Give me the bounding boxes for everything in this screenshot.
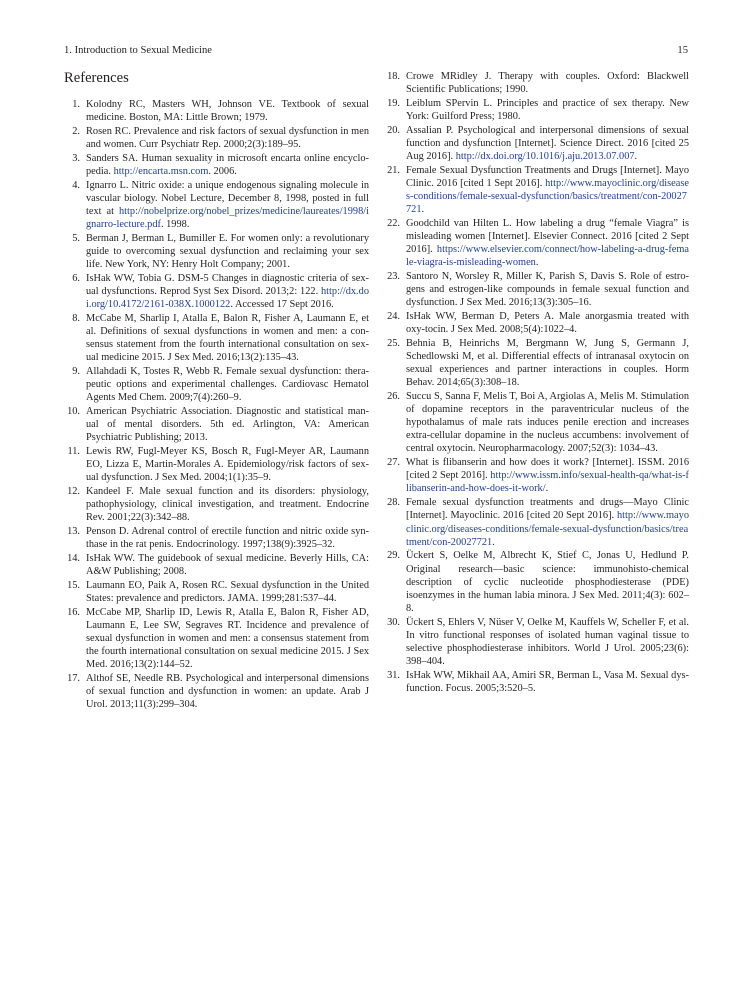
reference-number: 15.: [67, 580, 80, 592]
reference-item: [66, 152, 369, 178]
reference-number: 31.: [387, 669, 400, 681]
reference-list-left: [66, 98, 369, 712]
reference-text: [84, 312, 369, 364]
reference-text: [404, 270, 689, 309]
reference-text: [404, 549, 689, 614]
reference-text: [84, 232, 369, 271]
reference-text: [404, 669, 689, 695]
reference-item: [66, 98, 369, 124]
reference-item: [66, 672, 369, 711]
reference-text: [84, 525, 369, 551]
reference-item: [386, 337, 689, 389]
reference-number: 10.: [67, 406, 80, 418]
reference-citation: Assalian P. Psychological and interpersonal dimensions of sexual function and dysfunction [Internet]. Science Direct. 2016 [cited 25 Aug 2016].: [406, 124, 689, 163]
reference-number: 13.: [67, 526, 80, 538]
reference-item: [66, 365, 369, 404]
reference-link[interactable]: http://www.mayoclinic.org/diseases-conditions/female-sexual-dysfunction/basics/treatment/con-20027721: [406, 510, 689, 548]
reference-citation: Female Sexual Dysfunction Treatments and Drugs [Internet]. Mayo Clinic. 2016 [cited 1 Sept 2016].: [406, 165, 689, 190]
reference-text: [84, 365, 369, 404]
reference-link[interactable]: http://dx.doi.org/10.4172/2161-038X.1000122: [86, 286, 369, 311]
reference-number: 21.: [387, 165, 400, 176]
reference-citation: Behnia B, Heinrichs M, Bergmann W, Jung S, Germann J, Schedlowski M, et al. Differential effects of intranasal oxytocin on sexual experiences and partner interactions in couples. Horm Behav. 2014;65(3):308–18.: [406, 338, 689, 389]
reference-text: [84, 179, 369, 231]
reference-number: 18.: [387, 71, 400, 82]
reference-item: [66, 179, 369, 231]
reference-text: [84, 152, 369, 178]
reference-citation: Succu S, Sanna F, Melis T, Boi A, Argiolas A, Melis M. Stimulation of dopamine receptors in the paraventricular nucleus of the hypothalamus of male rats induces penile erection and increases extra-cellular dopamine in the nucleus accumbens: involvement of central oxytocin. Neuropharmacology. 2007;52(3): 1034–43.: [406, 391, 689, 455]
reference-item: [66, 606, 369, 671]
reference-item: [386, 97, 689, 123]
reference-item: [66, 445, 369, 484]
reference-text: [404, 496, 689, 548]
reference-item: [386, 217, 689, 269]
reference-number: 27.: [387, 457, 400, 469]
reference-citation: Berman J, Berman L, Bumiller E. For women only: a revolutionary guide to overcoming sexual dysfunction and reclaiming your sex life. New York, NY: Henry Holt Company; 2001.: [86, 233, 369, 271]
references-heading: References: [64, 70, 129, 86]
reference-citation: Crowe MRidley J. Therapy with couples. Oxford: Blackwell Scientific Publications; 1990.: [406, 71, 689, 96]
reference-item: [66, 579, 369, 605]
reference-item: [386, 124, 689, 163]
reference-tail: .: [634, 151, 638, 163]
reference-item: [66, 272, 369, 311]
reference-citation: Female sexual dysfunction treatments and drugs—Mayo Clinic [Internet]. Mayoclinic. 2016 [cited 20 Sept 2016].: [406, 497, 689, 522]
reference-citation: Santoro N, Worsley R, Miller K, Parish S, Davis S. Role of estro-gens and estrogen-like compounds in female sexual function and dysfunction. J Sex Med. 2016;13(3):305–16.: [406, 271, 689, 309]
reference-item: [66, 525, 369, 551]
reference-number: 23.: [387, 271, 400, 283]
reference-number: 8.: [72, 313, 80, 325]
reference-item: [386, 310, 689, 336]
reference-text: [84, 672, 369, 711]
reference-item: [386, 70, 689, 96]
reference-number: 25.: [387, 338, 400, 350]
reference-citation: IsHak WW. The guidebook of sexual medicine. Beverly Hills, CA: A&W Publishing; 2008.: [86, 553, 369, 578]
reference-number: 1.: [72, 99, 80, 110]
reference-link[interactable]: http://nobelprize.org/nobel_prizes/medicine/laureates/1998/ignarro-lecture.pdf: [86, 206, 369, 231]
reference-item: [386, 456, 689, 495]
reference-citation: Leiblum SPervin L. Principles and practice of sex therapy. New York: Guilford Press; 1980.: [406, 97, 689, 123]
reference-number: 11.: [67, 446, 80, 458]
reference-text: [404, 97, 689, 123]
reference-citation: IsHak WW, Tobia G. DSM-5 Changes in diagnostic criteria of sex-ual dysfunctions. Reprod Syst Sex Disord. 2013;2: 122.: [86, 273, 369, 298]
reference-text: [84, 552, 369, 578]
reference-number: 29.: [387, 550, 400, 562]
reference-tail: . Accessed 17 Sept 2016.: [230, 299, 334, 311]
reference-citation: Althof SE, Needle RB. Psychological and interpersonal dimensions of sexual function and dysfunction in women: an update. Arab J Urol. 2013;11(3):299–304.: [86, 673, 369, 711]
reference-item: [66, 552, 369, 578]
reference-number: 5.: [72, 233, 80, 245]
reference-citation: Laumann EO, Paik A, Rosen RC. Sexual dysfunction in the United States: prevalence and predictors. JAMA. 1999;281:537–44.: [86, 580, 369, 605]
reference-number: 9.: [72, 366, 80, 378]
reference-citation: McCabe M, Sharlip I, Atalla E, Balon R, Fisher A, Laumann E, et al. Definitions of sexual dysfunctions in women and men: a con-sensus statement from the fourth international consultation on sex-ual medicine 2015. J Sex Med. 2016;13(2):135–43.: [86, 313, 369, 364]
reference-item: [66, 405, 369, 444]
reference-citation: Ignarro L. Nitric oxide: a unique endogenous signaling molecule in vascular biology. Nobel Lecture, December 8, 1998, posted in full text at: [86, 179, 369, 218]
reference-number: 12.: [67, 486, 80, 498]
reference-text: [84, 606, 369, 671]
reference-tail: . 2006.: [208, 166, 237, 178]
reference-number: 4.: [72, 179, 80, 191]
reference-number: 19.: [387, 97, 400, 109]
page-number: 15: [677, 45, 688, 56]
reference-item: [386, 669, 689, 695]
reference-link[interactable]: http://www.issm.info/sexual-health-qa/what-is-flibanserin-and-how-does-it-work/: [406, 470, 689, 495]
reference-citation: McCabe MP, Sharlip ID, Lewis R, Atalla E, Balon R, Fisher AD, Laumann E, Lee SW, Segraves RT. Incidence and prevalence of sexual dysfunction in women and men: a consensus statement from the fourth international consultation on sexual medicine 2015. J Sex Med. 2016;13(2):144–52.: [86, 607, 369, 671]
reference-citation: What is flibanserin and how does it work? [Internet]. ISSM. 2016 [cited 2 Sept 2016].: [406, 457, 689, 482]
reference-item: [386, 616, 689, 668]
reference-item: [386, 164, 689, 216]
reference-citation: Goodchild van Hilten L. How labeling a drug “female Viagra” is misleading women [Internet]. Elsevier Connect. 2016 [cited 2 Sept 2016].: [406, 218, 689, 256]
reference-tail: . 1998.: [160, 219, 190, 231]
reference-text: [404, 337, 689, 389]
reference-link[interactable]: https://www.elsevier.com/connect/how-labeling-a-drug-female-viagra-is-misleading-women: [406, 244, 689, 269]
reference-text: [84, 405, 369, 444]
reference-item: [386, 496, 689, 548]
reference-number: 30.: [387, 616, 400, 628]
reference-link[interactable]: http://dx.doi.org/10.1016/j.aju.2013.07.007: [455, 151, 635, 163]
reference-text: [84, 272, 369, 311]
reference-citation: IsHak WW, Mikhail AA, Amiri SR, Berman L, Vasa M. Sexual dys-function. Focus. 2005;3:520–5.: [406, 669, 689, 694]
reference-citation: Penson D. Adrenal control of erectile function and nitric oxide syn-thase in the rat penis. Endocrinology. 1997;138(9):3925–32.: [86, 526, 369, 551]
reference-number: 14.: [67, 553, 80, 565]
reference-item: [386, 270, 689, 309]
running-head: [64, 44, 688, 58]
reference-number: 6.: [72, 273, 80, 285]
reference-citation: Ückert S, Ehlers V, Nüser V, Oelke M, Kauffels W, Scheller F, et al. In vitro functional responses of isolated human vaginal tissue to selective phosphodiesterase inhibitors. World J Urol. 2005;23(6): 398–404.: [406, 616, 689, 667]
reference-number: 16.: [67, 607, 80, 619]
reference-item: [66, 232, 369, 271]
reference-citation: American Psychiatric Association. Diagnostic and statistical man-ual of mental disorders. 5th ed. Arlington, VA: American Psychiatric Publishing; 2013.: [86, 406, 369, 444]
reference-tail: .: [492, 536, 495, 548]
reference-item: [66, 125, 369, 151]
reference-text: [404, 164, 689, 216]
reference-number: 28.: [387, 497, 400, 509]
reference-number: 3.: [72, 152, 80, 164]
reference-citation: Kandeel F. Male sexual function and its disorders: physiology, pathophysiology, clinical investigation, and treatment. Endocrine Rev. 2001;22(3):342–88.: [86, 486, 369, 524]
reference-citation: Rosen RC. Prevalence and risk factors of sexual dysfunction in men and women. Curr Psychiatr Rep. 2000;2(3):189–95.: [86, 125, 369, 151]
reference-number: 26.: [387, 391, 400, 403]
reference-item: [386, 549, 689, 614]
reference-number: 22.: [387, 218, 400, 230]
reference-text: [404, 310, 689, 336]
reference-number: 20.: [387, 124, 400, 136]
reference-citation: Lewis RW, Fugl-Meyer KS, Bosch R, Fugl-Meyer AR, Laumann EO, Lizza E, Martin-Morales A. Epidemiology/risk factors of sex-ual dysfunction. J Sex Med. 2004;1(1):35–9.: [86, 446, 369, 484]
reference-citation: Kolodny RC, Masters WH, Johnson VE. Textbook of sexual medicine. Boston, MA: Little Brown; 1979.: [86, 99, 369, 124]
reference-text: [84, 579, 369, 605]
reference-number: 2.: [72, 125, 80, 137]
reference-text: [84, 445, 369, 484]
reference-citation: Allahdadi K, Tostes R, Webb R. Female sexual dysfunction: thera-peutic options and experimental challenges. Cardiovasc Hematol Agents Med Chem. 2009;7(4):260–9.: [86, 366, 369, 404]
reference-text: [404, 217, 689, 269]
reference-text: [404, 456, 689, 495]
reference-list-right: [386, 70, 689, 696]
reference-tail: .: [545, 483, 549, 495]
reference-item: [66, 485, 369, 524]
reference-tail: .: [535, 257, 539, 269]
reference-citation: Ückert S, Oelke M, Albrecht K, Stief C, Jonas U, Hedlund P. Original research—basic science: immunohisto-chemical description of cyclic nucleotide phosphodiesterase (PDE) isoenzymes in the human labia minora. J Sex Med. 2011;4(3): 602–8.: [406, 550, 689, 614]
reference-item: [66, 312, 369, 364]
reference-number: 17.: [67, 673, 80, 685]
reference-number: 24.: [387, 311, 400, 323]
reference-item: [386, 390, 689, 455]
reference-tail: .: [421, 204, 425, 216]
reference-link[interactable]: http://www.mayoclinic.org/diseases-conditions/female-sexual-dysfunction/basics/treatment/con-20027721: [406, 178, 689, 216]
reference-link[interactable]: http://encarta.msn.com: [113, 166, 209, 178]
reference-citation: Sanders SA. Human sexuality in microsoft encarta online encyclo-pedia.: [86, 152, 369, 178]
reference-text: [404, 616, 689, 668]
reference-text: [84, 98, 369, 124]
reference-text: [404, 70, 689, 96]
chapter-title: 1. Introduction to Sexual Medicine: [64, 45, 212, 56]
reference-text: [84, 485, 369, 524]
reference-citation: IsHak WW, Berman D, Peters A. Male anorgasmia treated with oxy-tocin. J Sex Med. 2008;5(4):1022–4.: [406, 311, 689, 336]
reference-text: [84, 125, 369, 151]
reference-text: [404, 124, 689, 163]
reference-text: [404, 390, 689, 455]
